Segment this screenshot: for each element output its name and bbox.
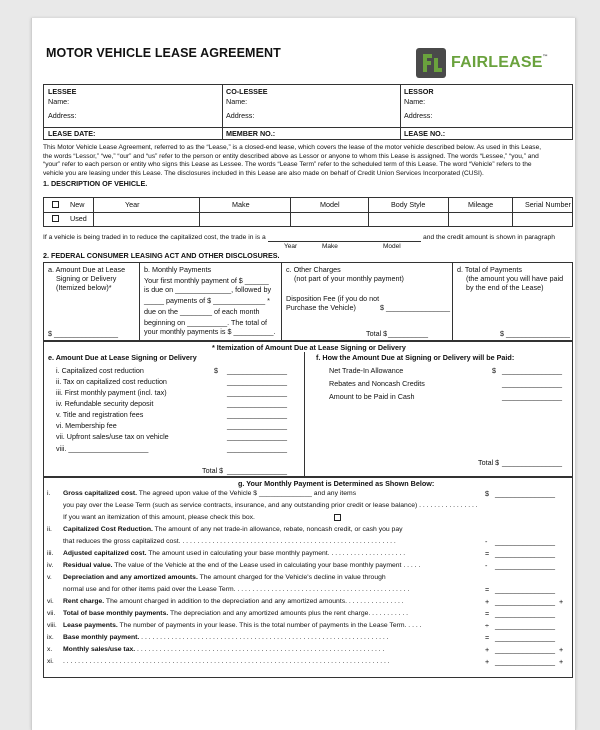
colessee-name-label: Name:	[226, 97, 248, 106]
intro-line-3: “your” refer to each person or entity who signs this Lease as Lessee. The words “Lease Term” refer to the scheduled term of this Lease. The word “Vehicle” refers to the	[43, 161, 532, 168]
g-line-text: The depreciation and any amortized amounts plus the rent charge. . . . . . . . . . .	[168, 610, 409, 617]
e-item-4: iv. Refundable security deposit	[56, 399, 154, 408]
g-line-text: If you want an itemization of this amount, please check this box.	[63, 514, 255, 521]
lessee-address-label: Address:	[48, 111, 77, 120]
g-line-blank[interactable]: _______________	[495, 561, 555, 570]
page-title: MOTOR VEHICLE LEASE AGREEMENT	[46, 46, 281, 60]
g-line-term: Residual value.	[63, 562, 113, 569]
itemization-box	[43, 341, 573, 477]
e-blank-1[interactable]: _______________	[227, 366, 287, 375]
e-item-3: iii. First monthly payment (incl. tax)	[56, 388, 167, 397]
box-b-line7: your monthly payments is $ __________.	[144, 327, 276, 336]
f-dollar: $	[492, 366, 496, 375]
box-a-amount[interactable]: $ ________________	[48, 329, 118, 338]
g-line-text: . . . . . . . . . . . . . . . . . . . . . . . . . . . . . . . . . . . . . . . . . . . . . . . . . . . . . . . . . . . . . . . . . .	[135, 646, 385, 653]
g-line-number: xi.	[47, 658, 54, 665]
e-dollar: $	[214, 366, 218, 375]
g-line-text: The amount used in calculating your base monthly payment. . . . . . . . . . . . . . . . . . . . .	[146, 550, 406, 557]
colessee-label: CO-LESSEE	[226, 87, 268, 96]
g-heading: g. Your Monthly Payment is Determined as Shown Below:	[238, 479, 435, 488]
f-blank-1[interactable]: _______________	[502, 366, 562, 375]
g-line-sign: =	[485, 549, 490, 558]
g-line-number: vii.	[47, 610, 56, 617]
box-d-line3: by the end of the Lease)	[466, 283, 544, 292]
g-line-term: Base monthly payment.	[63, 634, 140, 641]
g-line	[63, 537, 396, 546]
fairlease-logo	[416, 48, 548, 78]
g-line-term: Lease payments.	[63, 622, 118, 629]
member-no-label: MEMBER NO.:	[226, 129, 276, 138]
lease-no-label: LEASE NO.:	[404, 129, 446, 138]
g-line	[47, 489, 356, 498]
f-total-blank[interactable]: _______________	[502, 458, 562, 467]
col-mileage: Mileage	[468, 200, 494, 209]
g-line-blank[interactable]: _______________	[495, 621, 555, 630]
g-line-text: . . . . . . . . . . . . . . . . . . . . . . . . . . . . . . . . . . . . . . . . . . . . . . . . . . . . . . . . . . . . . . . . . . . . . . . . . . . . . . . . . . . . . . .	[63, 658, 390, 665]
e-item-5: v. Title and registration fees	[56, 410, 144, 419]
g-line	[47, 549, 405, 558]
lessee-label: LESSEE	[48, 87, 77, 96]
f-blank-3[interactable]: _______________	[502, 392, 562, 401]
g-line	[47, 609, 408, 618]
g-line	[63, 501, 478, 510]
g-line-sign: +	[485, 645, 490, 654]
used-label: Used	[70, 214, 87, 223]
e-item-2: ii. Tax on capitalized cost reduction	[56, 377, 167, 386]
e-blank-5[interactable]: _______________	[227, 410, 287, 419]
tradein-tail: and the credit amount is shown in paragraph	[423, 234, 555, 241]
e-blank-6[interactable]: _______________	[227, 421, 287, 430]
e-heading: e. Amount Due at Lease Signing or Delivery	[48, 353, 197, 362]
f-total-label: Total $	[478, 458, 500, 467]
g-line-text: The amount charged in addition to the depreciation and any amortized amounts. . . . . . . . . . . . . . . .	[104, 598, 404, 605]
box-b-line5: due on the ________ of each month	[144, 307, 260, 316]
box-b-line6: beginning on __________. The total of	[144, 318, 267, 327]
itemization-heading: * Itemization of Amount Due at Lease Signing or Delivery	[212, 343, 406, 352]
g-line	[47, 633, 389, 642]
parties-box	[43, 84, 573, 140]
g-line-sign: +	[485, 657, 490, 666]
col-body-style: Body Style	[391, 200, 426, 209]
g-line-sign: -	[485, 561, 488, 570]
g-line-text: that reduces the gross capitalized cost. . . . . . . . . . . . . . . . . . . . . . . . . . . . . . . . . . . . . . . . . . . . . . . . . . . . . . . . . .	[63, 538, 396, 545]
f-item-1: Net Trade-In Allowance	[329, 366, 404, 375]
e-total-blank[interactable]: _______________	[227, 466, 287, 475]
g-line-term: Depreciation and any amortized amounts.	[63, 574, 198, 581]
e-blank-2[interactable]: _______________	[227, 377, 287, 386]
f-heading: f. How the Amount Due at Signing or Delivery will be Paid:	[316, 353, 515, 362]
g-line-blank[interactable]: _______________	[495, 633, 555, 642]
tradein-text: If a vehicle is being traded in to reduce the capitalized cost, the trade in is a	[43, 234, 266, 241]
g-line-text: The value of the Vehicle at the end of the Lease used in calculating your base monthly payment . . . . .	[112, 562, 421, 569]
g-line-text: The amount of any net trade-in allowance, rebate, noncash credit, or cash you pay	[152, 526, 403, 533]
g-line-number: ix.	[47, 634, 54, 641]
g-line	[47, 525, 403, 534]
g-line-number: iii.	[47, 550, 54, 557]
box-d-title: d. Total of Payments	[457, 265, 522, 274]
e-blank-8[interactable]: _______________	[227, 444, 287, 453]
g-line-term: Monthly sales/use tax.	[63, 646, 136, 653]
g-line-number: vi.	[47, 598, 54, 605]
intro-line-2: the words “Lessor,” “we,” “our” and “us” refer to the person or entity described above as Lessor or anyone to whom this Lease is assigned. The words “Lessee,” “you,” and	[43, 152, 539, 160]
f-item-2: Rebates and Noncash Credits	[329, 379, 425, 388]
document-page	[31, 18, 576, 730]
box-a-line3: (Itemized below)*	[56, 283, 112, 292]
box-d-line2: (the amount you will have paid	[466, 274, 564, 283]
box-b-line2: Your first monthly payment of $ ______	[144, 276, 269, 285]
col-serial-number: Serial Number	[525, 200, 571, 209]
new-label: New	[70, 200, 85, 209]
g-line-term: Capitalized Cost Reduction.	[63, 526, 153, 533]
col-year: Year	[125, 200, 140, 209]
g-line-term: Adjusted capitalized cost.	[63, 550, 147, 557]
fairlease-logo-icon	[416, 48, 446, 78]
box-c-title: c. Other Charges	[286, 265, 341, 274]
box-a-line2: Signing or Delivery	[56, 274, 117, 283]
g-line	[63, 513, 255, 522]
box-b-title: b. Monthly Payments	[144, 265, 212, 274]
g-line-text: The amount charged for the Vehicle's decline in value through	[197, 574, 386, 581]
g-line-blank[interactable]: _______________	[495, 537, 555, 546]
box-c-line2: (not part of your monthly payment)	[294, 274, 404, 283]
g-line-tail: +	[559, 645, 564, 654]
box-d-amount[interactable]: $ ________________	[500, 329, 570, 338]
lessor-label: LESSOR	[404, 87, 434, 96]
lessee-name-label: Name:	[48, 97, 70, 106]
g-line-blank[interactable]: _______________	[495, 549, 555, 558]
tradein-model: Model	[383, 243, 401, 250]
lessor-address-label: Address:	[404, 111, 433, 120]
g-line-term: Total of base monthly payments.	[63, 610, 169, 617]
g-line-blank[interactable]: _______________	[495, 645, 555, 654]
e-blank-3[interactable]: _______________	[227, 388, 287, 397]
g-line-blank[interactable]: _______________	[495, 585, 555, 594]
g-line-text: The agreed upon value of the Vehicle $ ______________ and any items	[137, 490, 357, 497]
e-item-7: vii. Upfront sales/use tax on vehicle	[56, 432, 169, 441]
g-line-number: ii.	[47, 526, 52, 533]
g-line-sign: =	[485, 633, 490, 642]
e-blank-7[interactable]: _______________	[227, 432, 287, 441]
colessee-address-label: Address:	[226, 111, 255, 120]
g-line	[47, 573, 386, 582]
g-line-tail: +	[559, 657, 564, 666]
e-blank-4[interactable]: _______________	[227, 399, 287, 408]
g-line-sign: =	[485, 609, 490, 618]
g-line-blank[interactable]: _______________	[495, 657, 555, 666]
g-line-number: x.	[47, 646, 53, 653]
section1-heading: 1. DESCRIPTION OF VEHICLE.	[43, 179, 148, 188]
g-line-number: viii.	[47, 622, 57, 629]
box-b-line3: is due on ______________, followed by	[144, 285, 272, 294]
section2-heading: 2. FEDERAL CONSUMER LEASING ACT AND OTHER DISCLOSURES.	[43, 251, 280, 260]
g-line-term: Gross capitalized cost.	[63, 490, 138, 497]
tradein-year: Year	[284, 243, 298, 250]
intro-line-4: vehicle you are leasing under this Lease. The disclosures included in this Lease are also made on behalf of Credit Union Services Incorporated (CUSI).	[43, 169, 484, 177]
e-item-8: viii. ____________________	[56, 444, 149, 453]
itemization-checkbox[interactable]	[334, 514, 341, 521]
box-c-total: Total $	[366, 329, 388, 338]
g-line-sign: ÷	[485, 621, 489, 630]
g-line-sign: -	[485, 537, 488, 546]
g-line-sign: +	[485, 597, 490, 606]
box-b-line4: _____ payments of $ _____________ *	[144, 296, 270, 305]
e-item-6: vi. Membership fee	[56, 421, 117, 430]
brand-name: FAIRLEASE™	[451, 54, 548, 71]
g-line	[63, 585, 409, 594]
g-line-blank[interactable]: _______________	[495, 609, 555, 618]
box-c-line3: Disposition Fee (if you do not	[286, 294, 380, 303]
lease-date-label: LEASE DATE:	[48, 129, 96, 138]
g-line	[47, 657, 390, 666]
disclosure-boxes: a. Amount Due at Lease Signing or Delivery (Itemized below)* $ ________________ b. Monthly Payments Your first monthly payment of $ ______ is due on ______________, followed by _____ payments of $ _____________ * due on the ________ of each month beginning on __________. The total of your monthly payments is $ __________. c. Other Charges (not part of your monthly payment) Disposition Fee (if you do not Purchase the Vehicle) $ ________________ Total $ __________ d. Total of Payments (the amount you will have paid by the end of the Lease) $ ________________	[43, 262, 573, 341]
g-line-blank[interactable]: _______________	[495, 597, 555, 606]
g-line-number: v.	[47, 574, 52, 581]
f-blank-2[interactable]: _______________	[502, 379, 562, 388]
g-line	[47, 621, 422, 630]
col-make: Make	[232, 200, 250, 209]
used-checkbox[interactable]	[52, 215, 59, 222]
box-a-title: a. Amount Due at Lease	[48, 265, 126, 274]
f-item-3: Amount to be Paid in Cash	[329, 392, 415, 401]
g-line-blank[interactable]: _______________	[495, 489, 555, 498]
g-line-text: . . . . . . . . . . . . . . . . . . . . . . . . . . . . . . . . . . . . . . . . . . . . . . . . . . . . . . . . . . . . . . . . . .	[139, 634, 389, 641]
g-line-text: The number of payments in your lease. This is the total number of payments in the Lease Term. . . . .	[117, 622, 422, 629]
g-line-number: i.	[47, 490, 51, 497]
g-line-tail: +	[559, 597, 564, 606]
g-line-term: Rent charge.	[63, 598, 105, 605]
new-checkbox[interactable]	[52, 201, 59, 208]
g-line	[47, 561, 420, 570]
g-line-text: normal use and for other items paid over the Lease Term. . . . . . . . . . . . . . . . . . . . . . . . . . . . . . . . . . . . . . . . . . . . . . .	[63, 586, 410, 593]
g-line-text: you pay over the Lease Term (such as service contracts, insurance, and any outstanding prior credit or lease balance) . . . . . . . . . . . . . . . .	[63, 502, 478, 509]
e-item-1: i. Capitalized cost reduction	[56, 366, 144, 375]
box-c-line4: Purchase the Vehicle)	[286, 303, 356, 312]
g-line	[47, 645, 384, 654]
e-total-label: Total $	[202, 466, 224, 475]
tradein-make: Make	[322, 243, 338, 250]
intro-line-1: This Motor Vehicle Lease Agreement, referred to as the “Lease,” is a closed-end lease, which covers the lease of the motor vehicle described below. As used in this Lease,	[43, 144, 542, 151]
g-line-number: iv.	[47, 562, 54, 569]
g-line	[47, 597, 404, 606]
box-c-amount[interactable]: $ ________________	[380, 303, 450, 312]
col-model: Model	[320, 200, 340, 209]
g-line-sign: $	[485, 489, 489, 498]
g-line-sign: =	[485, 585, 490, 594]
lessor-name-label: Name:	[404, 97, 426, 106]
vehicle-table	[43, 197, 573, 227]
